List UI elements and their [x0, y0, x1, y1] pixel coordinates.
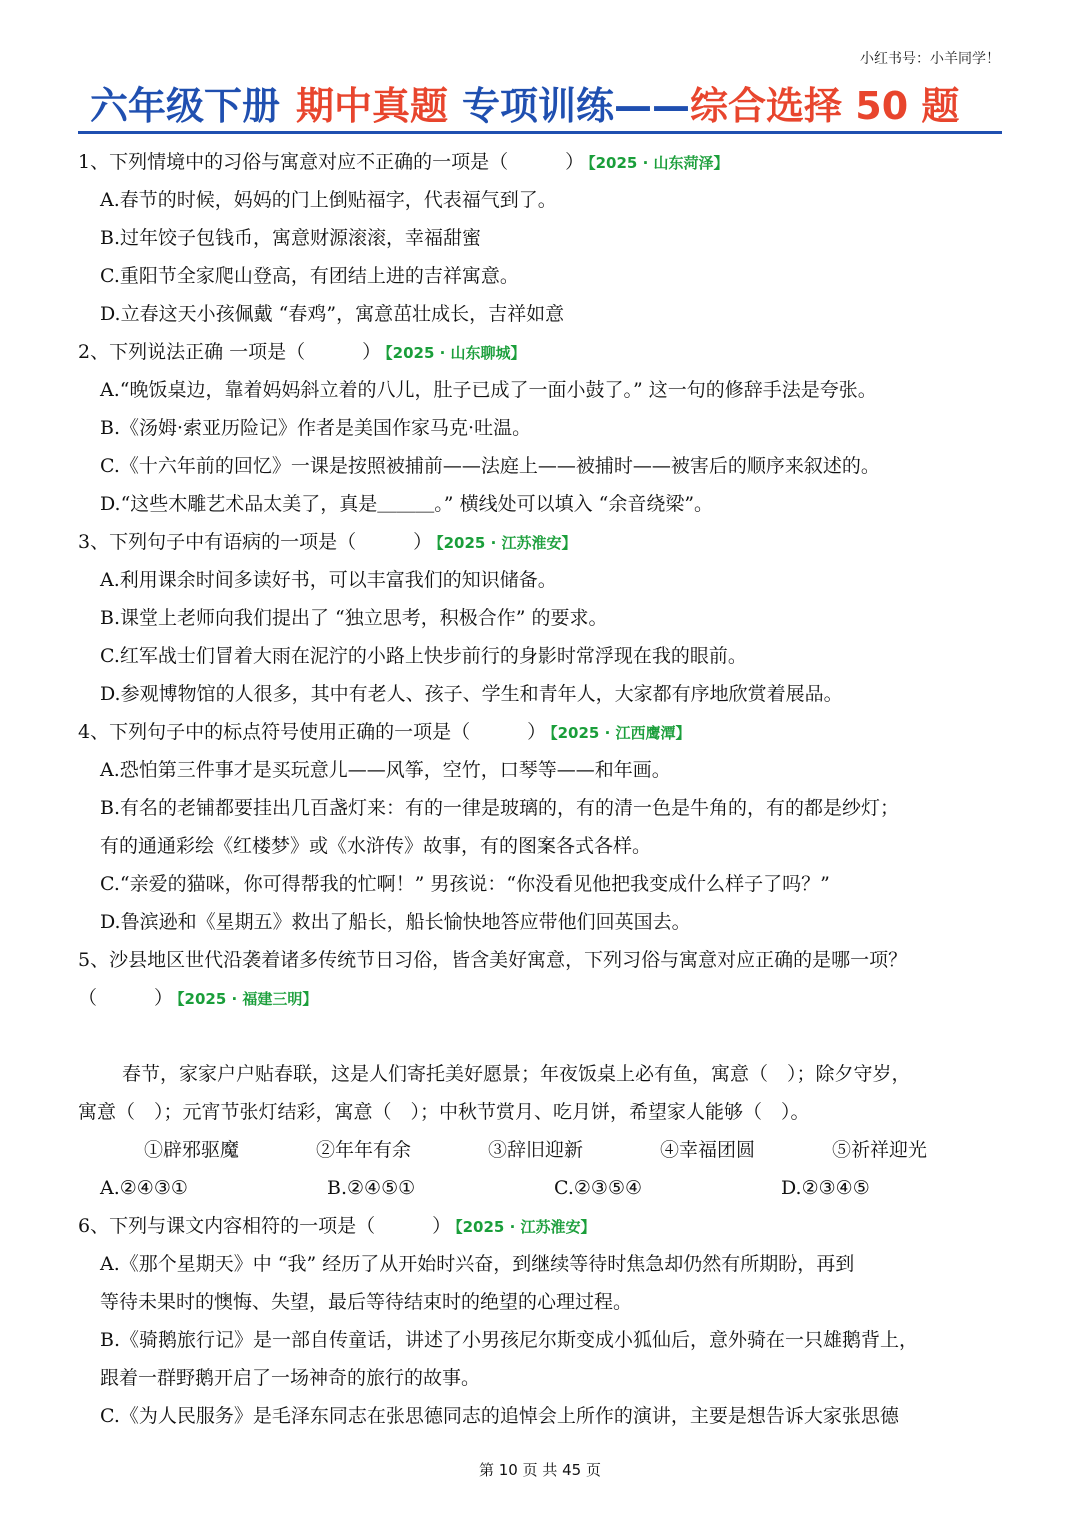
title-grade: 六年级下册: [90, 84, 281, 128]
question-4-option-d: D.鲁滨逊和《星期五》救出了船长，船长愉快地答应带他们回英国去。: [100, 911, 691, 933]
title-exam: 期中真题: [296, 84, 449, 128]
question-2-option-d: D.“这些木雕艺术品太美了，真是＿＿＿。” 横线处可以填入 “余音绕梁”。: [100, 493, 714, 515]
question-5-choices: [78, 1169, 1008, 1207]
question-2-option-c: C.《十六年前的回忆》一课是按照被捕前——法庭上——被捕时——被害后的顺序来叙述的。: [100, 455, 880, 477]
question-3-option-b: B.课堂上老师向我们提出了 “独立思考，积极合作” 的要求。: [100, 607, 608, 629]
question-5-passage-continued: 寓意（ ）；元宵节张灯结彩，寓意（ ）；中秋节赏月、吃月饼，希望家人能够（ ）。: [78, 1101, 810, 1123]
question-2-option-b: B.《汤姆·索亚历险记》作者是美国作家马克·吐温。: [100, 417, 532, 439]
list-item: ③辞旧迎新: [488, 1139, 584, 1161]
title-topic: 综合选择 50 题: [690, 84, 960, 128]
watermark: 小红书号：小羊同学！: [860, 51, 1000, 67]
question-3-option-a: A.利用课余时间多读好书，可以丰富我们的知识储备。: [100, 569, 557, 591]
question-source: 【2025 · 山东菏泽】: [588, 154, 729, 172]
question-6-option-a-continued: 等待未果时的懊悔、失望，最后等待结束时的绝望的心理过程。: [100, 1291, 633, 1313]
question-4-stem: 4、下列句子中的标点符号使用正确的一项是（ ） 【2025 · 江西鹰潭】: [78, 721, 691, 743]
question-5-stem-continued: （ ） 【2025 · 福建三明】: [78, 987, 318, 1009]
question-3-stem: 3、下列句子中有语病的一项是（ ） 【2025 · 江苏淮安】: [78, 531, 577, 553]
choice-a: A.②④③①: [100, 1177, 188, 1199]
choice-c: C.②③⑤④: [554, 1177, 643, 1199]
title-divider: [78, 131, 1002, 134]
question-5-passage: 春节，家家户户贴春联，这是人们寄托美好愿景；年夜饭桌上必有鱼，寓意（ ）；除夕守岁，: [122, 1063, 911, 1085]
page-title: [90, 82, 1010, 130]
question-5-stem: 5、沙县地区世代沿袭着诸多传统节日习俗，皆含美好寓意，下列习俗与寓意对应正确的是哪一项？: [78, 949, 908, 971]
list-item: ①辟邪驱魔: [144, 1139, 240, 1161]
question-3-option-c: C.红军战士们冒着大雨在泥泞的小路上快步前行的身影时常浮现在我的眼前。: [100, 645, 747, 667]
question-4-option-a: A.恐怕第三件事才是买玩意儿——风筝，空竹，口琴等——和年画。: [100, 759, 671, 781]
spacer: [78, 1017, 1008, 1055]
title-training: 专项训练——: [462, 84, 691, 128]
question-4-option-b: B.有名的老铺都要挂出几百盏灯来：有的一律是玻璃的，有的清一色是牛角的，有的都是纱灯；: [100, 797, 900, 819]
question-1-option-d: D.立春这天小孩佩戴 “春鸡”，寓意茁壮成长，吉祥如意: [100, 303, 565, 325]
question-1-option-b: B.过年饺子包钱币，寓意财源滚滚，幸福甜蜜: [100, 227, 482, 249]
choice-b: B.②④⑤①: [327, 1177, 416, 1199]
question-6-option-b-continued: 跟着一群野鹅开启了一场神奇的旅行的故事。: [100, 1367, 481, 1389]
list-item: ②年年有余: [316, 1139, 412, 1161]
question-4-option-b-continued: 有的通通彩绘《红楼梦》或《水浒传》故事，有的图案各式各样。: [100, 835, 652, 857]
question-1-stem: 1、下列情境中的习俗与寓意对应不正确的一项是（ ） 【2025 · 山东菏泽】: [78, 151, 729, 173]
question-2-option-a: A.“晚饭桌边，靠着妈妈斜立着的八儿，肚子已成了一面小鼓了。” 这一句的修辞手法是夸张。: [100, 379, 877, 401]
question-4-option-c: C.“亲爱的猫咪，你可得帮我的忙啊！” 男孩说：“你没看见他把我变成什么样子了吗？”: [100, 873, 830, 895]
question-6-option-b: B.《骑鹅旅行记》是一部自传童话，讲述了小男孩尼尔斯变成小狐仙后，意外骑在一只雄鹅背上，: [100, 1329, 919, 1351]
page-number: 第 10 页 共 45 页: [478, 1461, 601, 1479]
question-6-option-a: A.《那个星期天》中 “我” 经历了从开始时兴奋，到继续等待时焦急却仍然有所期盼，再到: [100, 1253, 855, 1275]
question-1-option-a: A.春节的时候，妈妈的门上倒贴福字，代表福气到了。: [100, 189, 557, 211]
question-source: 【2025 · 江苏淮安】: [455, 1218, 596, 1236]
question-1-option-c: C.重阳节全家爬山登高，有团结上进的吉祥寓意。: [100, 265, 519, 287]
question-list: [78, 143, 1008, 1435]
list-item: ⑤祈祥迎光: [832, 1139, 928, 1161]
choice-d: D.②③④⑤: [781, 1177, 870, 1199]
question-3-option-d: D.参观博物馆的人很多，其中有老人、孩子、学生和青年人，大家都有序地欣赏着展品。: [100, 683, 843, 705]
question-6-stem: 6、下列与课文内容相符的一项是（ ） 【2025 · 江苏淮安】: [78, 1215, 596, 1237]
list-item: ④幸福团圆: [660, 1139, 756, 1161]
question-source: 【2025 · 福建三明】: [177, 990, 318, 1008]
question-5-items: [78, 1131, 1008, 1169]
question-source: 【2025 · 江西鹰潭】: [550, 724, 691, 742]
question-6-option-c: C.《为人民服务》是毛泽东同志在张思德同志的追悼会上所作的演讲，主要是想告诉大家张思德: [100, 1405, 899, 1427]
question-source: 【2025 · 山东聊城】: [385, 344, 526, 362]
question-2-stem: 2、下列说法正确 一项是（ ） 【2025 · 山东聊城】: [78, 341, 526, 363]
question-source: 【2025 · 江苏淮安】: [436, 534, 577, 552]
